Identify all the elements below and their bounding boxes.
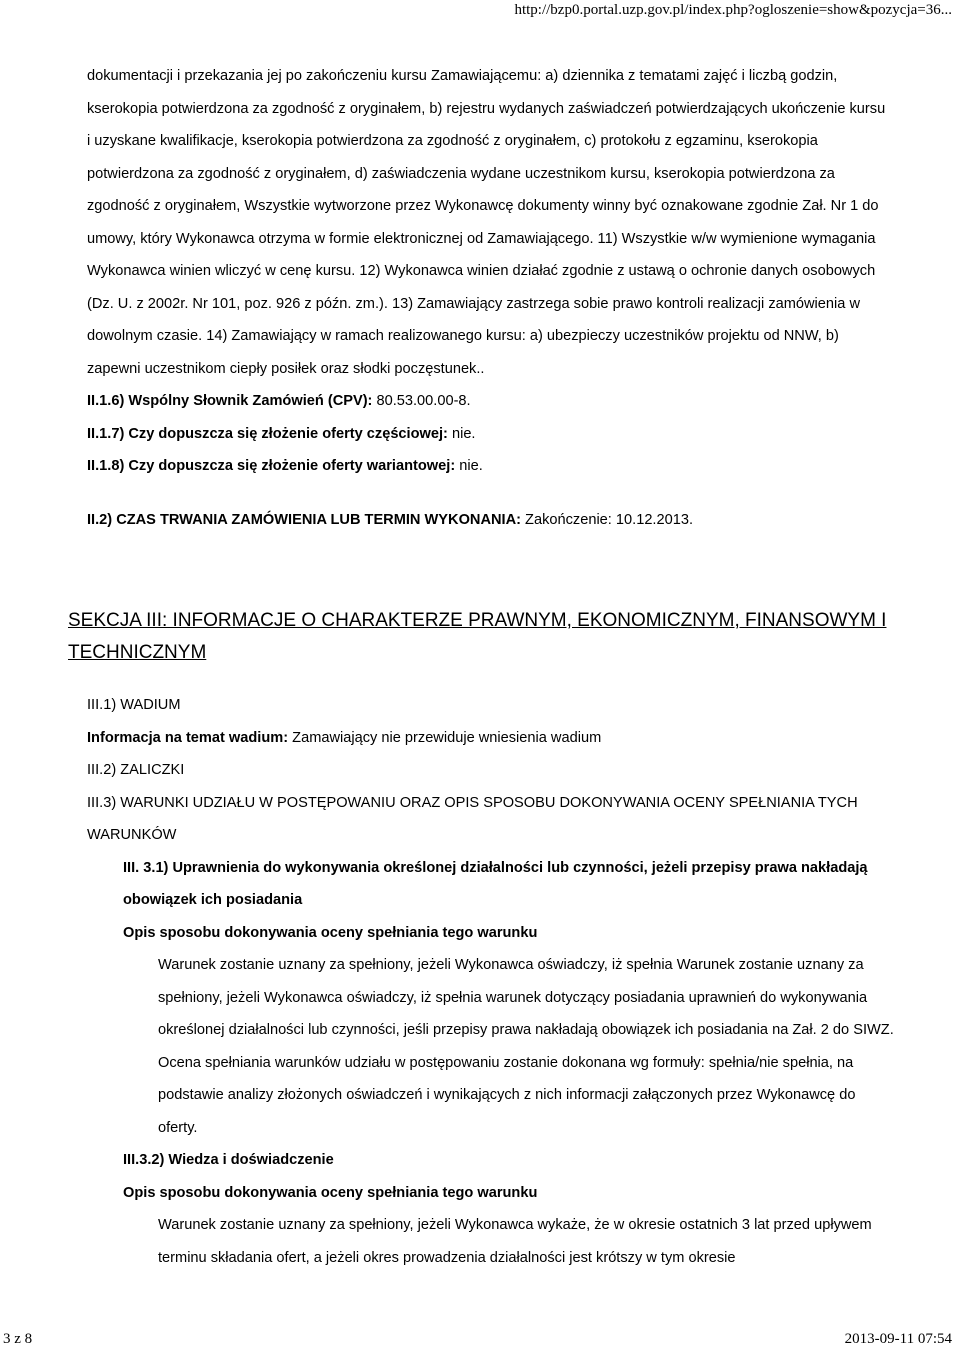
partial-offer-line — [87, 418, 887, 451]
cpv-label: II.1.6) Wspólny Słownik Zamówień (CPV): — [87, 393, 373, 409]
print-header-url: http://bzp0.portal.uzp.gov.pl/index.php?ogloszenie=show&pozycja=36... — [514, 2, 952, 18]
paragraph-requirements: dokumentacji i przekazania jej po zakończeniu kursu Zamawiającemu: a) dziennika z tematami zajęć i liczbą godzin, kserokopia potwierdzona za zgodność z oryginałem, b) rejestru wydanych zaświadczeń potwierdzających ukończenie kursu i uzyskane kwalifikacje, kserokopia potwierdzona za zgodność z oryginałem, c) protokołu z egzaminu, kserokopia potwierdzona za zgodność z oryginałem, d) zaświadczenia wydane uczestnikom kursu, kserokopia potwierdzona za zgodność z oryginałem, Wszystkie wytworzone przez Wykonawcę dokumenty winny być oznakowane zgodnie Zał. Nr 1 do umowy, który Wykonawca otrzyma w formie elektronicznej od Zamawiającego. 11) Wszystkie w/w wymienione wymagania Wykonawca winien wliczyć w cenę kursu. 12) Wykonawca winien działać zgodnie z ustawą o ochronie danych osobowych (Dz. U. z 2002r. Nr 101, poz. 926 z późn. zm.). 13) Zamawiający zastrzega sobie prawo kontroli realizacji zamówienia w dowolnym czasie. 14) Zamawiający w ramach realizowanego kursu: a) ubezpieczy uczestników projektu od NNW, b) zapewni uczestnikom ciepły posiłek oraz słodki poczęstunek.. — [87, 68, 886, 377]
variant-offer-line — [87, 450, 887, 483]
variant-offer-value: nie. — [455, 458, 483, 474]
c31-heading — [123, 852, 897, 917]
wadium-heading: III.1) WADIUM — [87, 697, 181, 713]
cpv-value: 80.53.00.00-8. — [372, 393, 471, 409]
zaliczki-heading: III.2) ZALICZKI — [87, 762, 185, 778]
duration-value: Zakończenie: 10.12.2013. — [521, 511, 694, 528]
page-number: 3 z 8 — [3, 1331, 33, 1347]
c31-text: Warunek zostanie uznany za spełniony, jeżeli Wykonawca oświadczy, iż spełnia Warunek zostanie uznany za spełniony, jeżeli Wykonawca oświadczy, iż spełnia warunek dotyczący posiadania uprawnień do wykonywania określonej działalności lub czynności, jeśli przepisy prawa nakładają obowiązek ich posiadania na Zał. 2 do SIWZ. Ocena spełniania warunków udziału w postępowaniu zostanie dokonana wg formuły: spełnia/nie spełnia, na podstawie analizy złożonych oświadczeń i wynikających z nich informacji załączonych przez Wykonawcę do oferty. — [158, 957, 894, 1136]
print-footer — [0, 1331, 960, 1351]
document-body — [87, 60, 887, 536]
wadium-line — [87, 722, 897, 755]
c32-heading — [123, 1144, 897, 1177]
c32-heading-text: III.3.2) Wiedza i doświadczenie — [123, 1152, 334, 1168]
partial-offer-value: nie. — [447, 425, 476, 442]
duration-label: II.2) CZAS TRWANIA ZAMÓWIENIA LUB TERMIN WYKONANIA: — [87, 511, 521, 528]
c31-desc-label-text: Opis sposobu dokonywania oceny spełniania tego warunku — [123, 924, 538, 941]
cpv-line — [87, 385, 887, 418]
duration-line — [87, 504, 887, 537]
wadium-label: Informacja na temat wadium: — [87, 729, 289, 746]
section-3-title: SEKCJA III: INFORMACJE O CHARAKTERZE PRAWNYM, EKONOMICZNYM, FINANSOWYM I TECHNICZNYM — [68, 610, 887, 663]
c31-heading-text: III. 3.1) Uprawnienia do wykonywania określonej działalności lub czynności, jeżeli przepisy prawa nakładają obowiązek ich posiadania — [123, 859, 868, 908]
warunki-heading: III.3) WARUNKI UDZIAŁU W POSTĘPOWANIU ORAZ OPIS SPOSOBU DOKONYWANIA OCENY SPEŁNIANIA TYCH WARUNKÓW — [87, 794, 858, 843]
print-timestamp: 2013-09-11 07:54 — [844, 1331, 952, 1347]
c32-text: Warunek zostanie uznany za spełniony, jeżeli Wykonawca wykaże, że w okresie ostatnich 3 lat przed upływem terminu składania ofert, a jeżeli okres prowadzenia działalności jest krótszy w tym okresie — [158, 1217, 872, 1266]
c32-desc-label — [123, 1177, 897, 1210]
section-3-body — [87, 689, 897, 1274]
wadium-value: Zamawiający nie przewiduje wniesienia wadium — [288, 729, 602, 746]
c31-desc-label — [123, 917, 897, 950]
c32-desc-label-text: Opis sposobu dokonywania oceny spełniania tego warunku — [123, 1184, 538, 1201]
variant-offer-label: II.1.8) Czy dopuszcza się złożenie oferty wariantowej: — [87, 458, 456, 474]
partial-offer-label: II.1.7) Czy dopuszcza się złożenie oferty częściowej: — [87, 425, 448, 442]
